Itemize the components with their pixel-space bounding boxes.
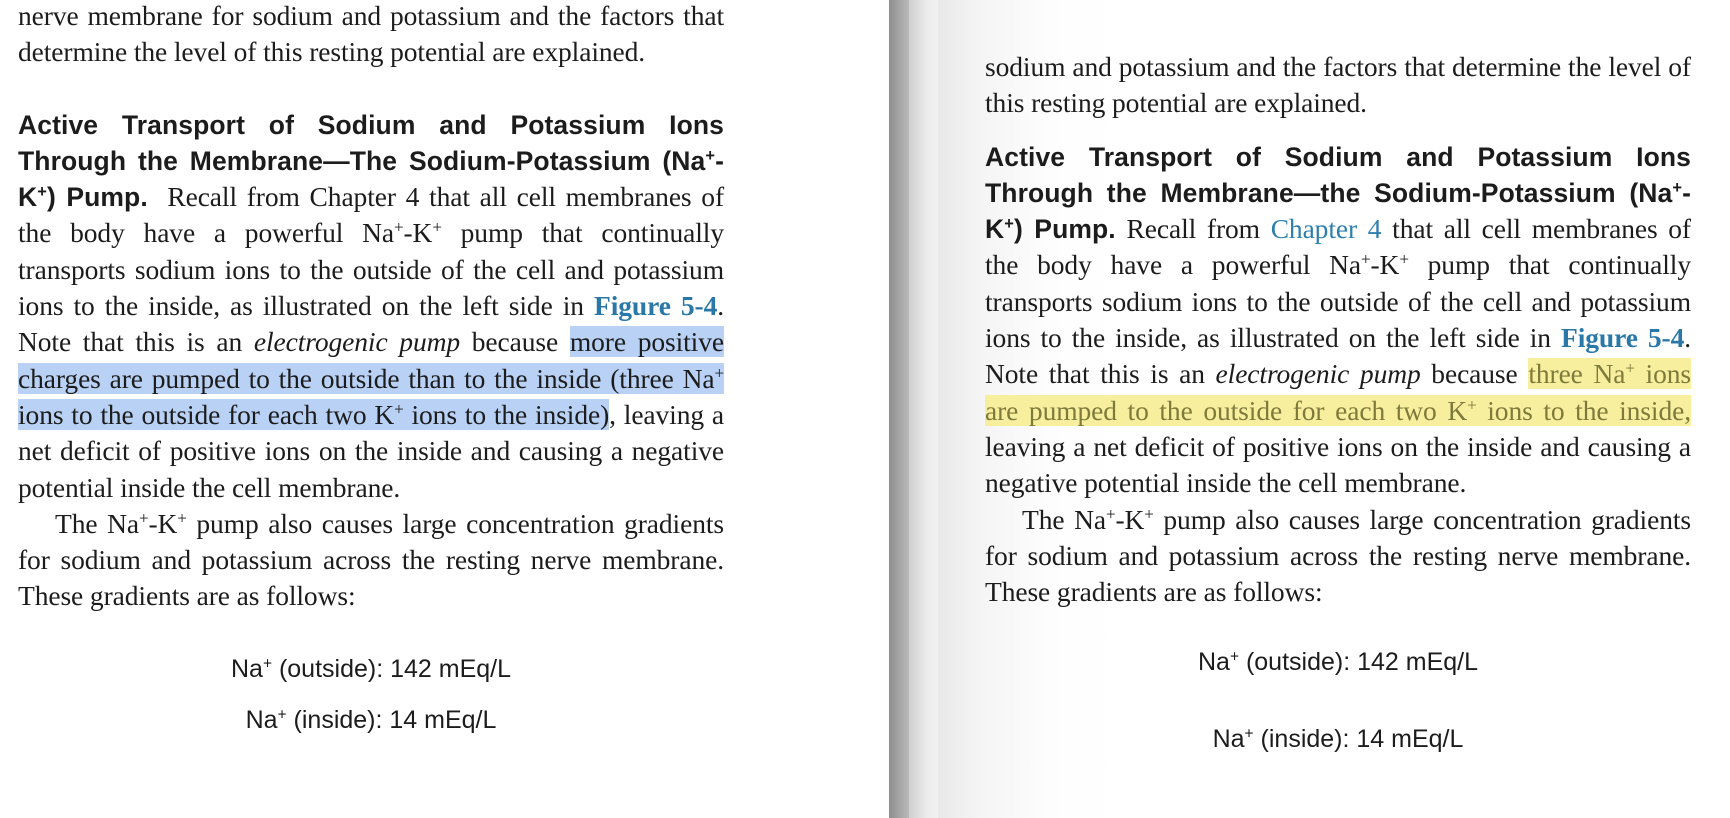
sodium-outside-equation: Na+ (outside): 142 mEq/L bbox=[230, 654, 512, 683]
sodium-potassium-pump-paragraph: Active Transport of Sodium and Potassium Ions Through the Membrane—the Sodium-Potassium (Na+-K+) Pump. Recall from Chapter 4 that all cell membranes of the body have a powerful Na+-K+ pump that continually transports sodium ions to the outside of the cell and potassium ions to the inside, as illustrated on the left side in Figure 5-4. Note that this is an electrogenic pump because three Na+ ions are pumped to the outside for each two K+ ions to the inside, leaving a net deficit of positive ions on the inside and causing a negative potential inside the cell membrane. bbox=[985, 141, 1691, 499]
sodium-potassium-pump-paragraph: Active Transport of Sodium and Potassium Ions Through the Membrane—The Sodium-Potassium (Na+-K+) Pump. Recall from Chapter 4 that all cell membranes of the body have a powerful Na+-K+ pump that continually transports sodium ions to the outside of the cell and potassium ions to the inside, as illustrated on the left side in Figure 5-4. Note that this is an electrogenic pump because more positive charges are pumped to the outside than to the inside (three Na+ ions to the outside for each two K+ ions to the inside), leaving a net deficit of positive ions on the inside and causing a negative potential inside the cell membrane. bbox=[18, 109, 724, 503]
page-spine-shadow bbox=[909, 0, 938, 818]
left-text-column bbox=[18, 0, 724, 735]
section-heading: Active Transport of Sodium and Potassium Ions Through the Membrane—The Sodium-Potassium (Na+-K+) Pump. bbox=[18, 109, 724, 213]
chapter-4-link[interactable]: Chapter 4 bbox=[1270, 213, 1382, 245]
intro-paragraph: sodium and potassium and the factors that determine the level of this resting potential are explained. bbox=[985, 51, 1691, 119]
figure-5-4-link[interactable]: Figure 5-4 bbox=[1561, 322, 1685, 354]
figure-5-4-link[interactable]: Figure 5-4 bbox=[594, 290, 718, 322]
concentration-gradients-paragraph: The Na+-K+ pump also causes large concentration gradients for sodium and potassium across the resting nerve membrane. These gradients are as follows: bbox=[18, 507, 724, 612]
sodium-outside-equation: Na+ (outside): 142 mEq/L bbox=[1197, 648, 1479, 677]
page-gutter bbox=[889, 0, 909, 818]
right-text-column bbox=[985, 49, 1691, 754]
text-selection[interactable]: more positive charges are pumped to the outside than to the inside (three Na+ ions to the outside for each two K+ ions to the inside) bbox=[18, 326, 724, 430]
intro-paragraph: nerve membrane for sodium and potassium and the factors that determine the level of this resting potential are explained. bbox=[18, 0, 724, 68]
sodium-inside-equation: Na+ (inside): 14 mEq/L bbox=[245, 705, 497, 734]
right-document-page bbox=[938, 0, 1730, 818]
concentration-gradients-paragraph: The Na+-K+ pump also causes large concentration gradients for sodium and potassium across the resting nerve membrane. These gradients are as follows: bbox=[985, 503, 1691, 608]
section-heading: Active Transport of Sodium and Potassium Ions Through the Membrane—the Sodium-Potassium (Na+-K+) Pump. bbox=[985, 141, 1691, 245]
sodium-inside-equation: Na+ (inside): 14 mEq/L bbox=[1212, 725, 1464, 754]
text-highlight[interactable]: three Na+ ions are pumped to the outside for each two K+ ions to the inside, bbox=[985, 358, 1691, 426]
